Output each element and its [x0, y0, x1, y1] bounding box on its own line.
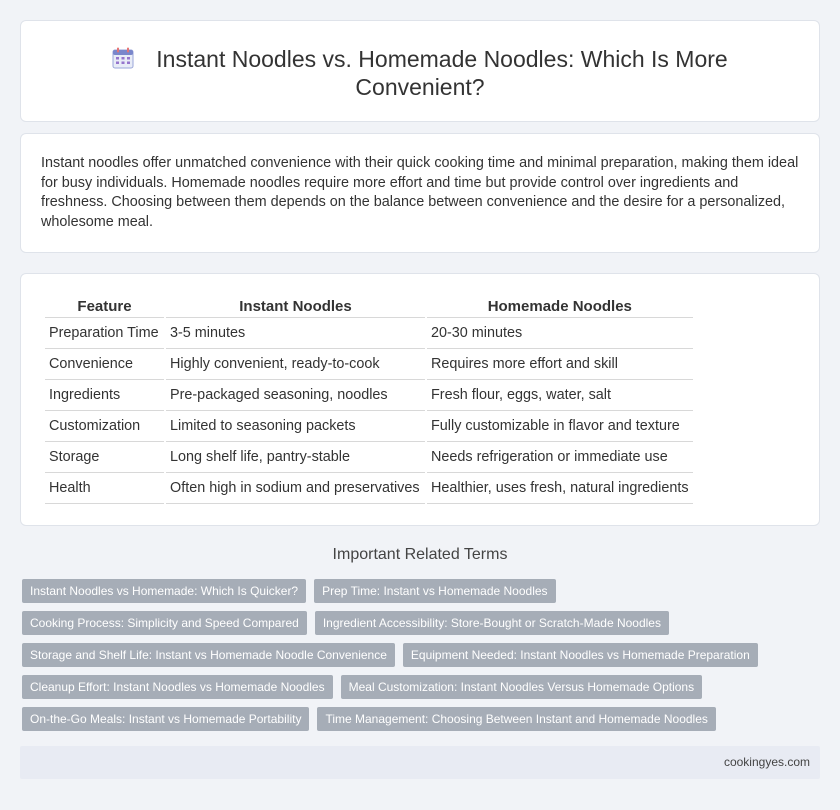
- table-row: [45, 473, 693, 504]
- comparison-table: [43, 294, 695, 504]
- related-term-tag[interactable]: Prep Time: Instant vs Homemade Noodles: [314, 579, 555, 603]
- table-cell: Fresh flour, eggs, water, salt: [427, 380, 693, 411]
- comparison-card: [20, 273, 820, 526]
- title-card: [20, 20, 820, 122]
- table-cell: Needs refrigeration or immediate use: [427, 442, 693, 473]
- related-term-tag[interactable]: Equipment Needed: Instant Noodles vs Homemade Preparation: [403, 643, 758, 667]
- related-term-tag[interactable]: Cleanup Effort: Instant Noodles vs Homemade Noodles: [22, 675, 333, 699]
- table-cell: Fully customizable in flavor and texture: [427, 411, 693, 442]
- table-cell: Often high in sodium and preservatives: [166, 473, 425, 504]
- table-row: [45, 411, 693, 442]
- footer-site-link[interactable]: cookingyes.com: [723, 755, 810, 769]
- table-cell: Preparation Time: [45, 318, 164, 349]
- footer: [20, 746, 820, 779]
- related-term-tag[interactable]: Ingredient Accessibility: Store-Bought or Scratch-Made Noodles: [315, 611, 669, 635]
- related-terms-heading: Important Related Terms: [332, 546, 508, 563]
- related-term-tag[interactable]: On-the-Go Meals: Instant vs Homemade Portability: [22, 707, 309, 731]
- related-term-tag[interactable]: Meal Customization: Instant Noodles Versus Homemade Options: [341, 675, 703, 699]
- table-cell: 3-5 minutes: [166, 318, 425, 349]
- header-homemade: Homemade Noodles: [427, 294, 693, 318]
- page-title-text: Instant Noodles vs. Homemade Noodles: Which Is More Convenient?: [156, 46, 728, 100]
- table-cell: Long shelf life, pantry-stable: [166, 442, 425, 473]
- table-cell: Storage: [45, 442, 164, 473]
- calendar-icon: [112, 47, 134, 69]
- table-cell: Pre-packaged seasoning, noodles: [166, 380, 425, 411]
- table-cell: Health: [45, 473, 164, 504]
- table-cell: 20-30 minutes: [427, 318, 693, 349]
- intro-paragraph: Instant noodles offer unmatched convenience with their quick cooking time and minimal preparation, making them ideal for busy individuals. Homemade noodles require more effort and time but provide control over ingredients and freshness. Choosing between them depends on the balance between convenience and the desire for a personalized, wholesome meal.: [41, 155, 799, 230]
- table-header-row: [45, 294, 693, 318]
- table-row: [45, 380, 693, 411]
- related-term-tag[interactable]: Time Management: Choosing Between Instant and Homemade Noodles: [317, 707, 715, 731]
- table-row: [45, 318, 693, 349]
- related-term-tag[interactable]: Storage and Shelf Life: Instant vs Homemade Noodle Convenience: [22, 643, 395, 667]
- table-cell: Convenience: [45, 349, 164, 380]
- related-terms-list: [22, 579, 822, 731]
- table-row: [45, 349, 693, 380]
- table-row: [45, 442, 693, 473]
- header-feature: Feature: [45, 294, 164, 318]
- related-term-tag[interactable]: Cooking Process: Simplicity and Speed Compared: [22, 611, 307, 635]
- header-instant: Instant Noodles: [166, 294, 425, 318]
- table-cell: Limited to seasoning packets: [166, 411, 425, 442]
- table-cell: Highly convenient, ready-to-cook: [166, 349, 425, 380]
- table-cell: Ingredients: [45, 380, 164, 411]
- table-cell: Customization: [45, 411, 164, 442]
- page-title: [21, 21, 819, 101]
- related-term-tag[interactable]: Instant Noodles vs Homemade: Which Is Quicker?: [22, 579, 306, 603]
- table-cell: Requires more effort and skill: [427, 349, 693, 380]
- table-cell: Healthier, uses fresh, natural ingredients: [427, 473, 693, 504]
- intro-card: [20, 133, 820, 253]
